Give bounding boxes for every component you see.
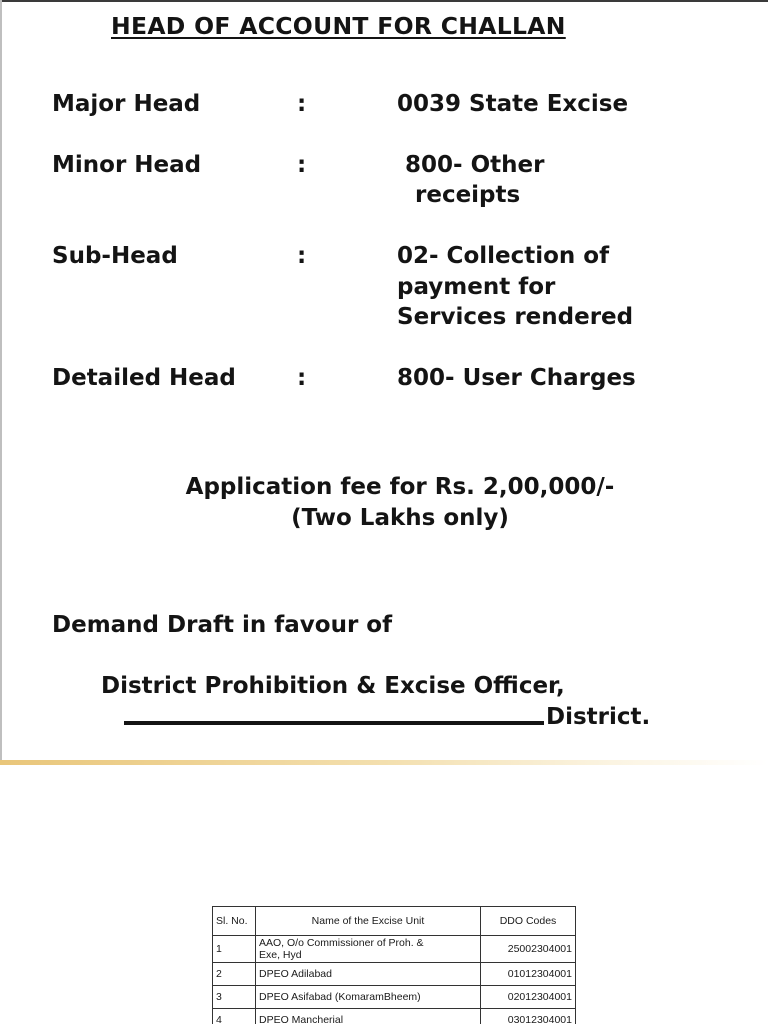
table-row — [213, 936, 576, 963]
cell-ddo-code: 03012304001 — [481, 1009, 576, 1024]
cell-ddo-code: 01012304001 — [481, 963, 576, 986]
cell-unit-name — [256, 936, 481, 963]
ddo-codes-table — [212, 906, 576, 1024]
cell-sl-no: 2 — [213, 963, 256, 986]
sheet-top-edge — [0, 0, 768, 2]
column-header-sl-no: Sl. No. — [213, 907, 256, 936]
table-row — [213, 986, 576, 1009]
detailed-head-colon: : — [297, 365, 307, 391]
demand-draft-heading: Demand Draft in favour of — [52, 612, 393, 638]
cell-unit-name-line: Exe, Hyd — [259, 949, 302, 961]
demand-draft-district: District. — [546, 704, 651, 730]
cell-unit-name: DPEO Asifabad (KomaramBheem) — [256, 986, 481, 1009]
minor-head-colon: : — [297, 152, 307, 178]
major-head-label: Major Head — [52, 91, 201, 117]
detailed-head-value: 800- User Charges — [397, 365, 636, 391]
cell-unit-name-line: AAO, O/o Commissioner of Proh. & — [259, 937, 424, 949]
column-header-ddo-code: DDO Codes — [481, 907, 576, 936]
sheet-bottom-edge — [0, 760, 768, 765]
application-fee-line1: Application fee for Rs. 2,00,000/- — [185, 474, 615, 500]
minor-head-value-line1: 800- Other — [405, 152, 545, 178]
sheet-left-edge — [0, 0, 2, 762]
application-fee-line2: (Two Lakhs only) — [291, 505, 509, 531]
cell-ddo-code: 02012304001 — [481, 986, 576, 1009]
major-head-value: 0039 State Excise — [397, 91, 629, 117]
minor-head-value-line2: receipts — [415, 182, 521, 208]
cell-ddo-code: 25002304001 — [481, 936, 576, 963]
major-head-colon: : — [297, 91, 307, 117]
sub-head-value-line1: 02- Collection of — [397, 243, 610, 269]
cell-sl-no: 3 — [213, 986, 256, 1009]
sub-head-value-line2: payment for — [397, 274, 556, 300]
table-header-row — [213, 907, 576, 936]
sub-head-label: Sub-Head — [52, 243, 178, 269]
column-header-unit-name: Name of the Excise Unit — [256, 907, 481, 936]
page-title: HEAD OF ACCOUNT FOR CHALLAN — [111, 12, 566, 40]
minor-head-label: Minor Head — [52, 152, 202, 178]
sub-head-value-line3: Services rendered — [397, 304, 634, 330]
district-name-blank-line — [124, 721, 544, 725]
table-row — [213, 963, 576, 986]
cell-unit-name: DPEO Mancherial — [256, 1009, 481, 1024]
table-row — [213, 1009, 576, 1024]
sub-head-colon: : — [297, 243, 307, 269]
cell-sl-no: 1 — [213, 936, 256, 963]
demand-draft-officer: District Prohibition & Excise Officer, — [101, 673, 565, 699]
cell-unit-name: DPEO Adilabad — [256, 963, 481, 986]
cell-sl-no: 4 — [213, 1009, 256, 1024]
detailed-head-label: Detailed Head — [52, 365, 236, 391]
